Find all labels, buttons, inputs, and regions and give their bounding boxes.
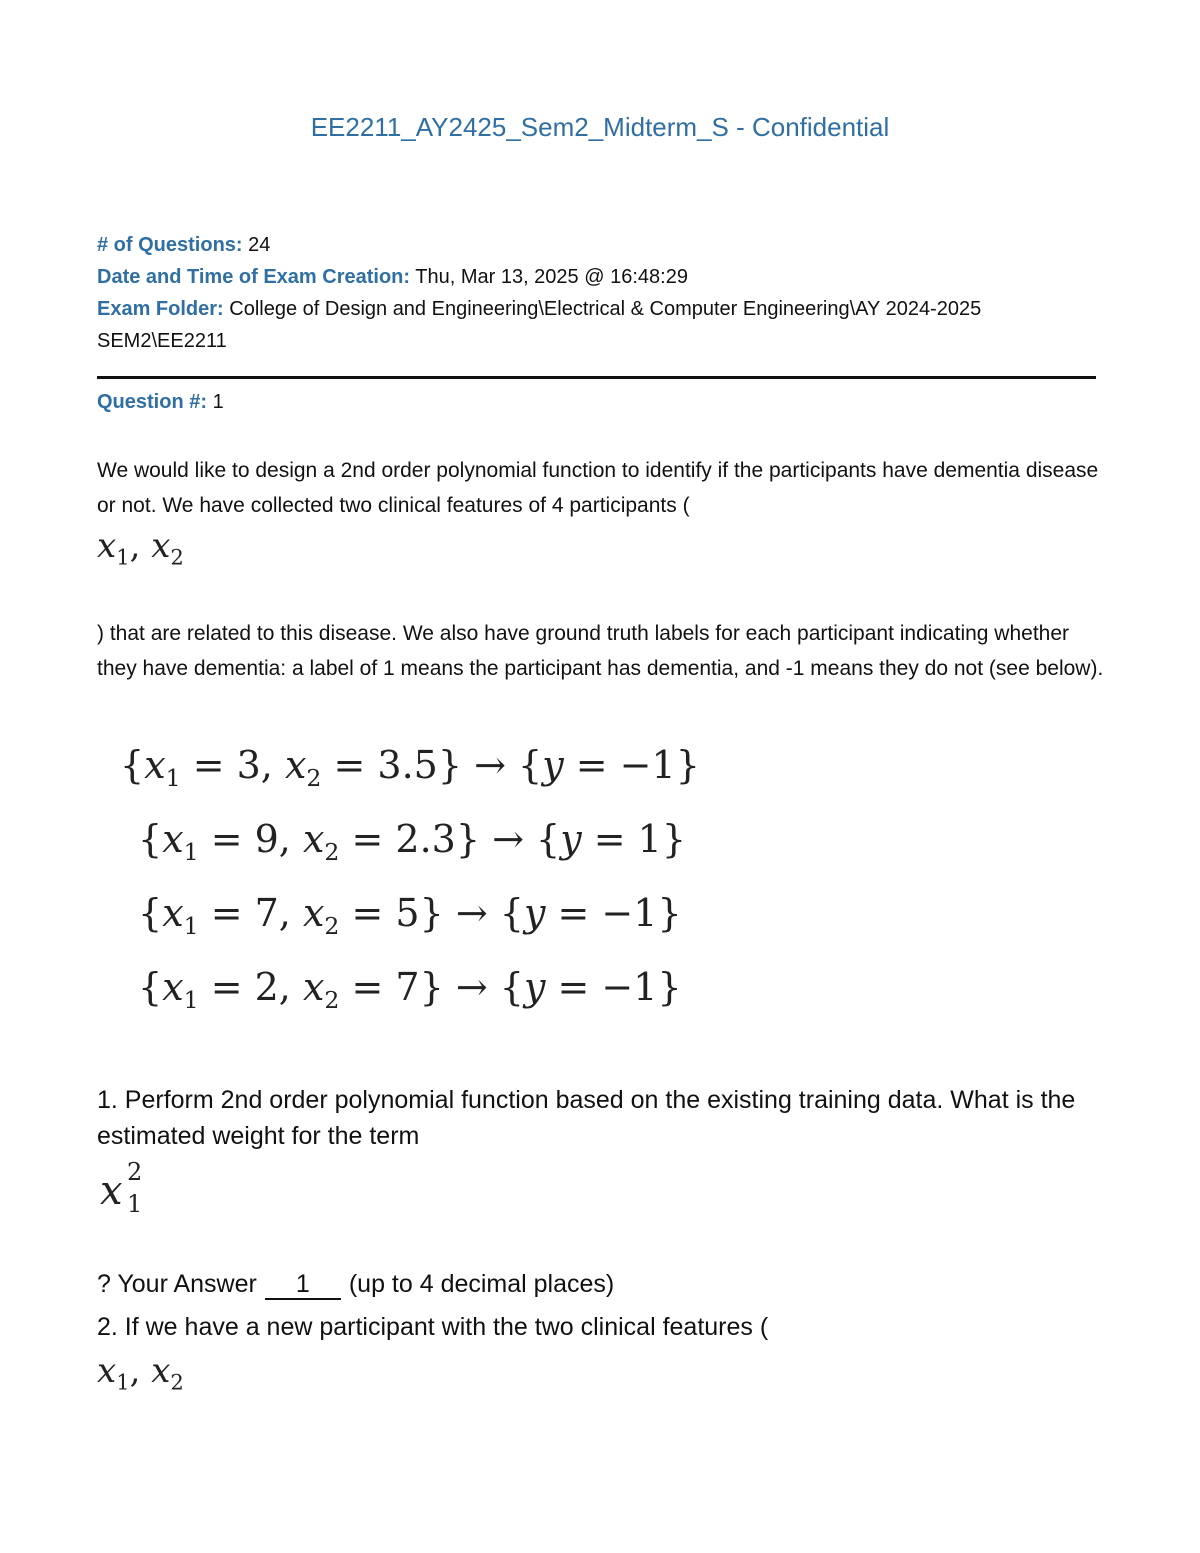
features-math-2 bbox=[97, 1351, 184, 1395]
train-x2-value: 7 bbox=[395, 965, 420, 1009]
exam-folder-label: Exam Folder: bbox=[97, 298, 224, 320]
train-x1-value: 2 bbox=[254, 965, 279, 1009]
feature-x2-symbol: x bbox=[151, 526, 171, 566]
train-y-value: −1 bbox=[601, 965, 658, 1009]
page-title: EE2211_AY2425_Sem2_Midterm_S - Confidential bbox=[310, 112, 890, 142]
section-divider bbox=[97, 376, 1096, 379]
question-number-label: Question #: bbox=[97, 391, 208, 413]
question-number-value: 1 bbox=[207, 391, 224, 413]
feature-separator: , bbox=[129, 1351, 152, 1391]
feature-x2-subscript: 2 bbox=[170, 544, 184, 570]
train-x1-value: 3 bbox=[236, 743, 261, 787]
questions-count-line bbox=[97, 229, 1107, 261]
train-x2-value: 5 bbox=[395, 891, 420, 935]
question-continued: ) that are related to this disease. We also have ground truth labels for each participant indicating whether they have dementia: a label of 1 means the participant has dementia, and -1 means they do not (see below). bbox=[97, 622, 1104, 680]
questions-count-label: # of Questions: bbox=[97, 234, 243, 256]
answer-line bbox=[97, 1266, 1107, 1302]
train-x2-value: 3.5 bbox=[377, 743, 438, 787]
train-x2-value: 2.3 bbox=[395, 817, 456, 861]
question-intro: We would like to design a 2nd order polynomial function to identify if the participants have dementia disease or not. We have collected two clinical features of 4 participants ( bbox=[97, 459, 1099, 517]
question-number-line bbox=[97, 386, 1107, 418]
term-subscript: 1 bbox=[127, 1190, 143, 1218]
creation-date-label: Date and Time of Exam Creation: bbox=[97, 266, 411, 288]
feature-separator: , bbox=[129, 526, 152, 566]
feature-x1-symbol: x bbox=[97, 526, 117, 566]
feature-x2-subscript: 2 bbox=[170, 1369, 184, 1395]
train-x1-value: 9 bbox=[254, 817, 279, 861]
training-equation: {$x_1 = 3$, $x_2 = 3.5\} \to \{y = -1\}$ bbox=[120, 743, 700, 793]
train-y-value: −1 bbox=[601, 891, 658, 935]
answer-suffix: (up to 4 decimal places) bbox=[348, 1270, 615, 1298]
feature-x2-symbol: x bbox=[151, 1351, 171, 1391]
subquestion-1-text: 1. Perform 2nd order polynomial function based on the existing training data. What is the estimated weight for the term bbox=[97, 1086, 1076, 1150]
creation-date-value: Thu, Mar 13, 2025 @ 16:48:29 bbox=[410, 266, 688, 288]
exam-folder-line bbox=[97, 293, 1107, 357]
training-equation: {$x_1 = 2$, $x_2 = 7\} \to \{y = -1\}$ bbox=[138, 965, 682, 1015]
train-y-value: 1 bbox=[637, 817, 662, 861]
answer-prefix: ? Your Answer bbox=[97, 1270, 257, 1298]
exam-folder-value: College of Design and Engineering\Electrical & Computer Engineering\AY 2024-2025 SEM2\EE2211 bbox=[97, 298, 982, 352]
train-y-value: −1 bbox=[619, 743, 676, 787]
training-equation: {$x_1 = 7$, $x_2 = 5\} \to \{y = -1\}$ bbox=[138, 891, 682, 941]
term-x1-squared bbox=[97, 1158, 157, 1220]
answer-field[interactable]: 1 bbox=[265, 1270, 341, 1300]
features-math-1 bbox=[97, 526, 184, 570]
term-base: x bbox=[100, 1168, 123, 1214]
train-x1-value: 7 bbox=[254, 891, 279, 935]
feature-x1-symbol: x bbox=[97, 1351, 117, 1391]
feature-x1-subscript: 1 bbox=[116, 1369, 130, 1395]
creation-date-line bbox=[97, 261, 1107, 293]
feature-x1-subscript: 1 bbox=[116, 544, 130, 570]
term-superscript: 2 bbox=[127, 1158, 143, 1186]
subquestion-2-text: 2. If we have a new participant with the two clinical features ( bbox=[97, 1313, 769, 1341]
training-equation: {$x_1 = 9$, $x_2 = 2.3\} \to \{y = 1\}$ bbox=[138, 817, 687, 867]
questions-count-value: 24 bbox=[242, 234, 271, 256]
